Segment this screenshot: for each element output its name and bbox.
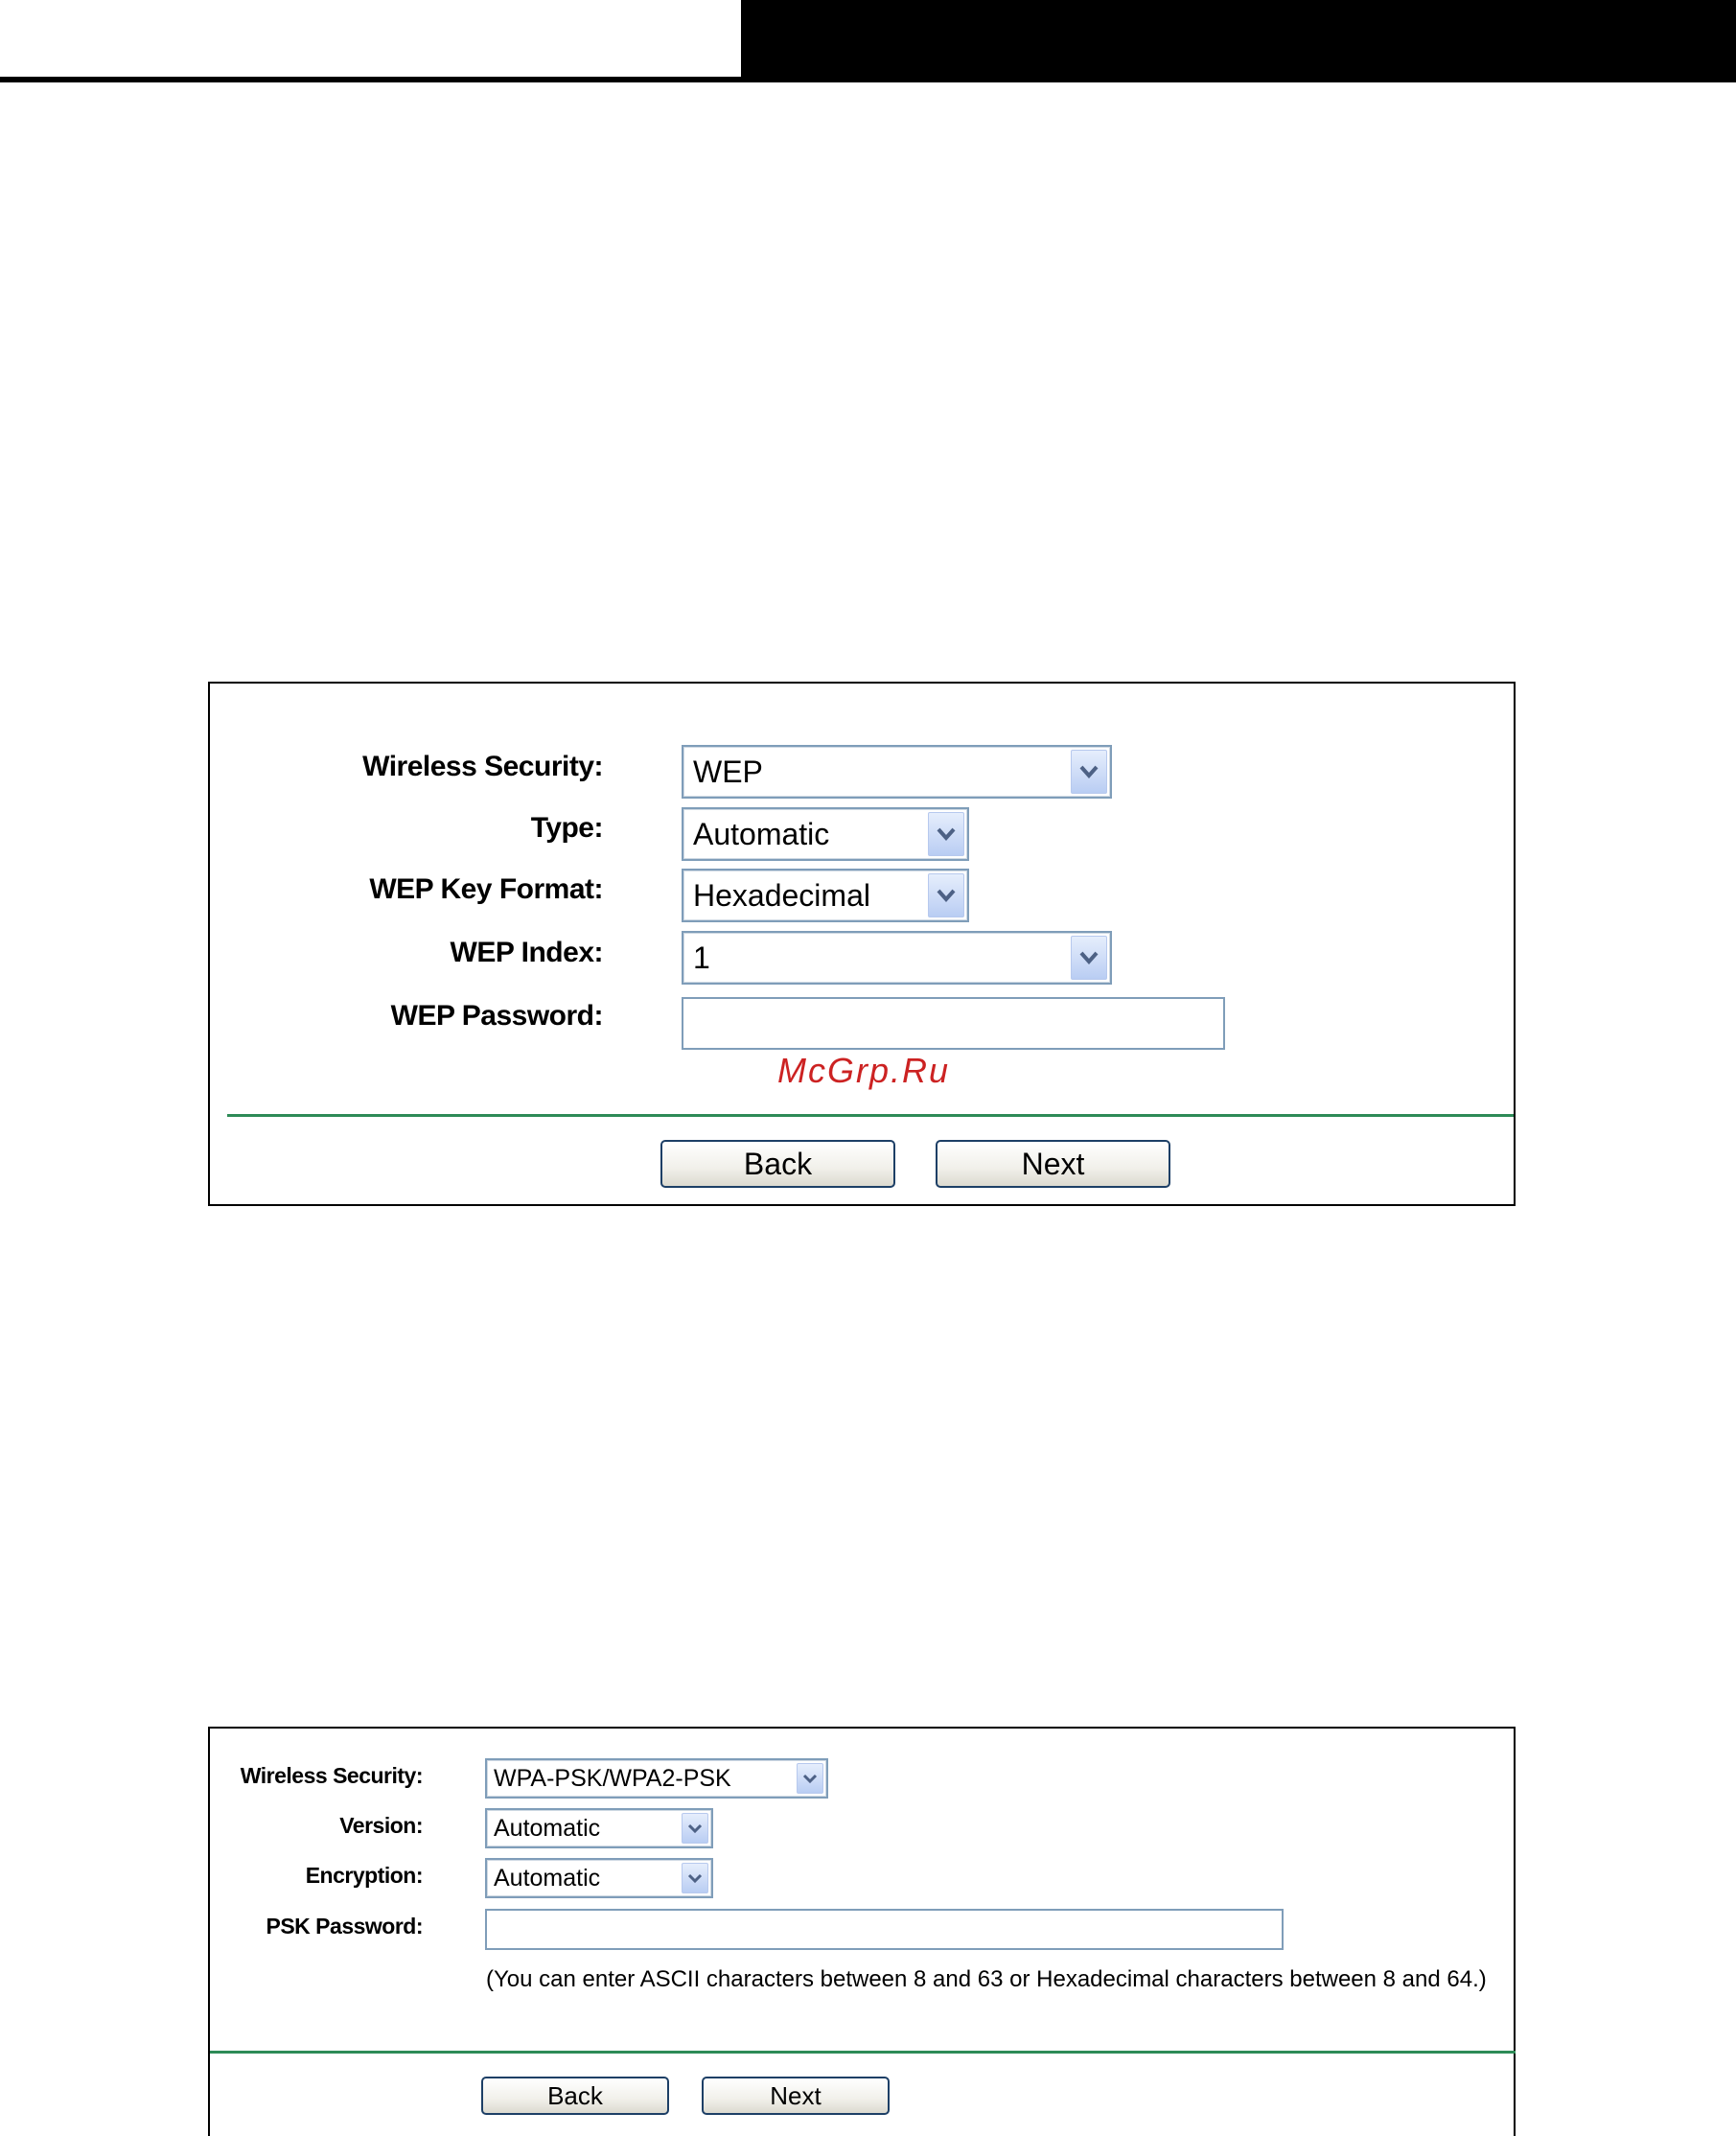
encryption-select[interactable] bbox=[485, 1858, 713, 1898]
chevron-down-icon[interactable] bbox=[928, 812, 964, 856]
type-select[interactable] bbox=[682, 807, 969, 861]
wpa-settings-panel bbox=[208, 1727, 1516, 2136]
wep-settings-panel bbox=[208, 682, 1516, 1206]
wep-index-value: 1 bbox=[693, 940, 710, 975]
chevron-down-icon[interactable] bbox=[1071, 750, 1107, 794]
chevron-down-icon[interactable] bbox=[1071, 936, 1107, 980]
header-rule bbox=[0, 77, 1736, 82]
wep-key-format-label: WEP Key Format: bbox=[369, 873, 603, 905]
wireless-security-select[interactable] bbox=[485, 1758, 828, 1799]
chevron-down-icon[interactable] bbox=[682, 1813, 708, 1844]
psk-password-input[interactable] bbox=[485, 1909, 1284, 1950]
password-hint: (You can enter ASCII characters between 8 and 63 or Hexadecimal characters between 8 and 64.) bbox=[486, 1966, 1487, 1992]
chevron-down-icon[interactable] bbox=[682, 1863, 708, 1893]
wireless-security-value: WEP bbox=[693, 754, 763, 789]
wep-password-label: WEP Password: bbox=[390, 1000, 603, 1032]
wep-index-select[interactable] bbox=[682, 931, 1112, 985]
encryption-value: Automatic bbox=[494, 1864, 601, 1892]
type-label: Type: bbox=[530, 812, 603, 844]
back-button[interactable]: Back bbox=[481, 2077, 669, 2115]
header-black-block bbox=[741, 0, 1736, 82]
wep-key-format-value: Hexadecimal bbox=[693, 877, 870, 913]
next-button[interactable]: Next bbox=[936, 1140, 1170, 1188]
wireless-security-label: Wireless Security: bbox=[362, 751, 603, 782]
version-value: Automatic bbox=[494, 1814, 601, 1842]
version-select[interactable] bbox=[485, 1808, 713, 1848]
back-button[interactable]: Back bbox=[660, 1140, 895, 1188]
chevron-down-icon[interactable] bbox=[797, 1763, 823, 1794]
type-value: Automatic bbox=[693, 816, 830, 851]
version-label: Version: bbox=[339, 1813, 423, 1838]
encryption-label: Encryption: bbox=[305, 1863, 423, 1888]
wep-password-input[interactable] bbox=[682, 997, 1225, 1050]
next-button[interactable]: Next bbox=[702, 2077, 890, 2115]
wep-key-format-select[interactable] bbox=[682, 869, 969, 922]
form-divider bbox=[227, 1114, 1514, 1117]
form-divider bbox=[210, 2051, 1516, 2054]
psk-password-label: PSK Password: bbox=[266, 1914, 423, 1939]
wireless-security-select[interactable] bbox=[682, 745, 1112, 799]
wireless-security-label: Wireless Security: bbox=[240, 1763, 423, 1788]
chevron-down-icon[interactable] bbox=[928, 873, 964, 917]
watermark-text: McGrp.Ru bbox=[777, 1051, 951, 1090]
wireless-security-value: WPA-PSK/WPA2-PSK bbox=[494, 1764, 731, 1792]
wep-index-label: WEP Index: bbox=[450, 937, 603, 968]
